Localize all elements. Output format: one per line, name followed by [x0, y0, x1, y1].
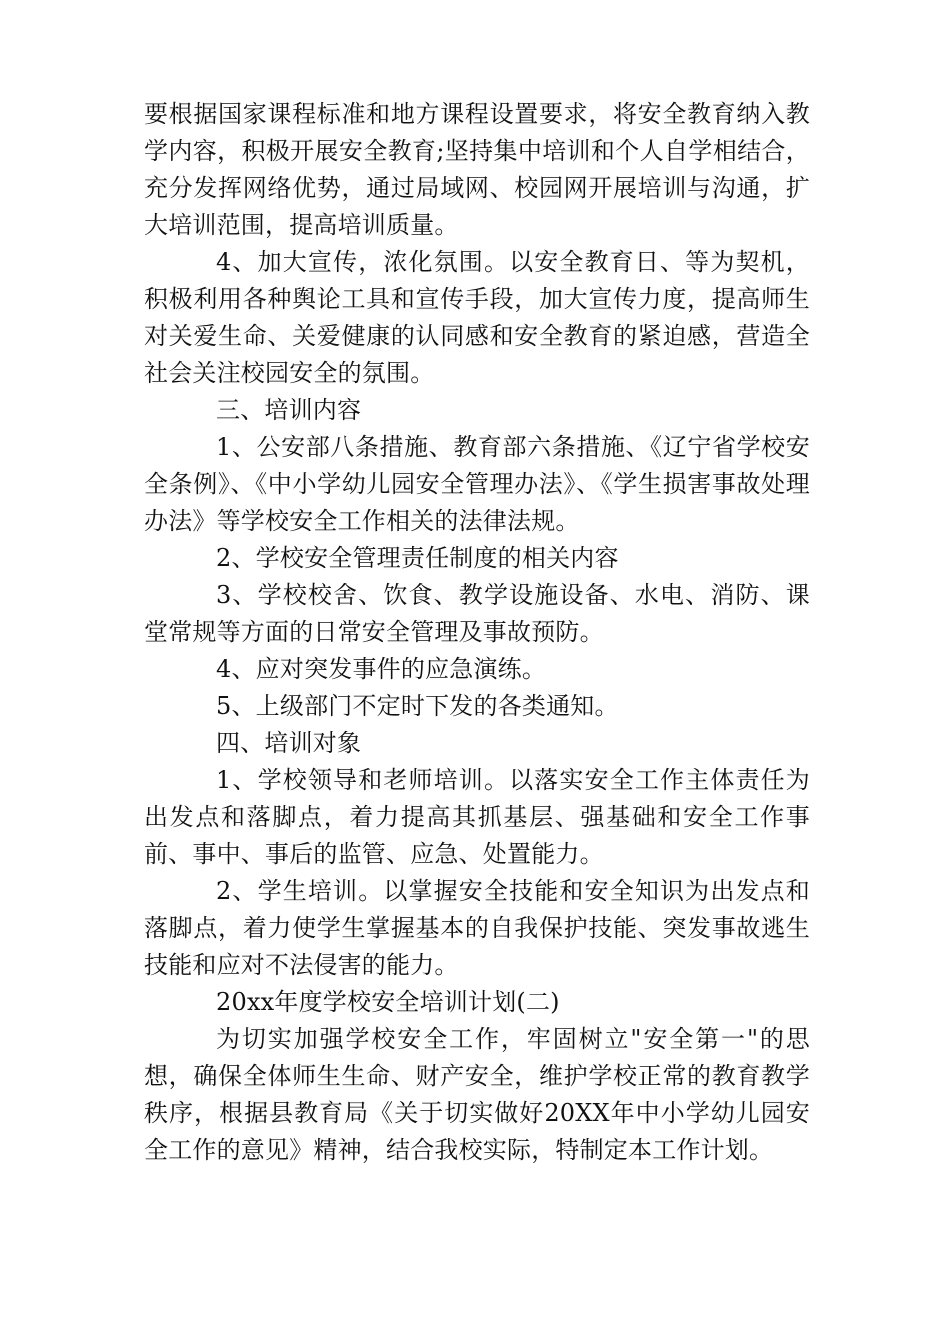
section-heading-training-targets: 四、培训对象 [216, 729, 362, 757]
paragraph-10: 1、学校领导和老师培训。以落实安全工作主体责任为出发点和落脚点，着力提高其抓基层、强基础和安全工作事前、事中、事后的监管、应急、处置能力。 [144, 766, 810, 868]
paragraph-6: 3、学校校舍、饮食、教学设施设备、水电、消防、课堂常规等方面的日常安全管理及事故预防。 [144, 581, 810, 646]
paragraph-7: 4、应对突发事件的应急演练。 [216, 655, 547, 683]
paragraph-11: 2、学生培训。以掌握安全技能和安全知识为出发点和落脚点，着力使学生掌握基本的自我保护技能、突发事故逃生技能和应对不法侵害的能力。 [144, 877, 810, 979]
paragraph-1: 要根据国家课程标准和地方课程设置要求，将安全教育纳入教学内容，积极开展安全教育;坚持集中培训和个人自学相结合，充分发挥网络优势，通过局域网、校园网开展培训与沟通，扩大培训范围，提高培训质量。 [144, 100, 810, 239]
paragraph-4: 1、公安部八条措施、教育部六条措施、《辽宁省学校安全条例》、《中小学幼儿园安全管理办法》、《学生损害事故处理办法》等学校安全工作相关的法律法规。 [144, 433, 810, 535]
section-heading-training-content: 三、培训内容 [216, 396, 362, 424]
paragraph-5: 2、学校安全管理责任制度的相关内容 [216, 544, 619, 572]
paragraph-2: 4、加大宣传，浓化氛围。以安全教育日、等为契机，积极利用各种舆论工具和宣传手段，加大宣传力度，提高师生对关爱生命、关爱健康的认同感和安全教育的紧迫感，营造全社会关注校园安全的氛围。 [144, 248, 810, 387]
document-body [144, 96, 810, 1169]
paragraph-13: 为切实加强学校安全工作，牢固树立"安全第一"的思想，确保全体师生生命、财产安全，维护学校正常的教育教学秩序，根据县教育局《关于切实做好20XX年中小学幼儿园安全工作的意见》精神，结合我校实际，特制定本工作计划。 [144, 1025, 810, 1164]
section-heading-plan-two: 20xx年度学校安全培训计划(二) [216, 988, 560, 1016]
paragraph-8: 5、上级部门不定时下发的各类通知。 [216, 692, 619, 720]
